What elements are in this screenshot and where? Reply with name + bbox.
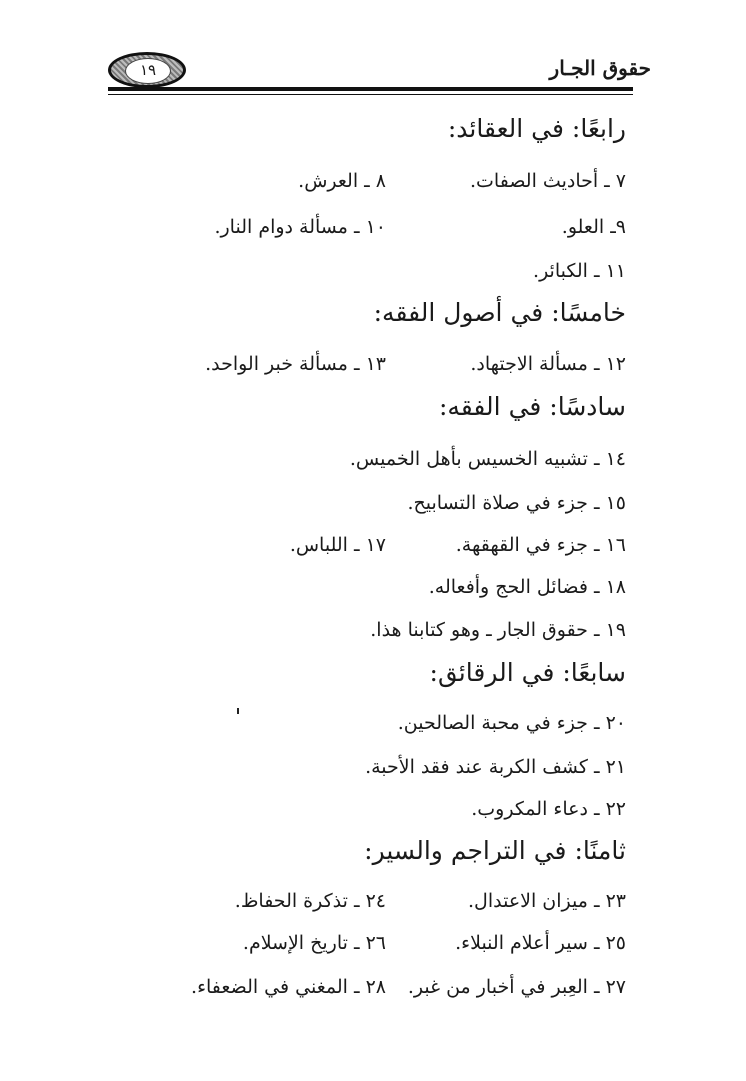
header-rule-thin (108, 94, 633, 95)
list-item: ١٩ ـ حقوق الجار ـ وهو كتابنا هذا. (370, 619, 626, 641)
list-item: ٢٨ ـ المغني في الضعفاء. (191, 976, 386, 998)
list-item: ١٦ ـ جزء في القهقهة. (455, 534, 626, 556)
running-title: حقوق الجـار (549, 56, 651, 80)
list-item: ٩ـ العلو. (561, 216, 626, 238)
list-item: ٢٦ ـ تاريخ الإسلام. (242, 932, 386, 954)
list-item: ١٥ ـ جزء في صلاة التسابيح. (407, 492, 626, 514)
list-item: ٢٥ ـ سير أعلام النبلاء. (455, 932, 626, 954)
list-item: ١٧ ـ اللباس. (289, 534, 386, 556)
section-heading-usul-fiqh: خامسًا: في أصول الفقه: (373, 298, 626, 327)
page-header (0, 0, 746, 100)
page-number: ١٩ (125, 58, 171, 84)
section-heading-fiqh: سادسًا: في الفقه: (438, 392, 626, 421)
list-item: ١٠ ـ مسألة دوام النار. (214, 216, 386, 238)
list-item: ٢٢ ـ دعاء المكروب. (471, 798, 626, 820)
list-item: ١٤ ـ تشبيه الخسيس بأهل الخميس. (349, 448, 626, 470)
section-heading-tarajim: ثامنًا: في التراجم والسير: (364, 836, 626, 865)
list-item: ١٢ ـ مسألة الاجتهاد. (470, 353, 626, 375)
ink-speck (237, 708, 239, 714)
page-number-badge (108, 52, 186, 88)
list-item: ١١ ـ الكبائر. (533, 260, 626, 282)
list-item: ٢٣ ـ ميزان الاعتدال. (467, 890, 626, 912)
list-item: ٧ ـ أحاديث الصفات. (470, 170, 626, 192)
list-item: ٨ ـ العرش. (298, 170, 386, 192)
section-heading-raqaiq: سابعًا: في الرقائق: (429, 658, 626, 687)
list-item: ٢٤ ـ تذكرة الحفاظ. (234, 890, 386, 912)
section-heading-aqaid: رابعًا: في العقائد: (447, 114, 626, 143)
list-item: ٢٧ ـ العِبر في أخبار من غبر. (407, 976, 626, 998)
header-rule-thick (108, 87, 633, 91)
list-item: ٢١ ـ كشف الكربة عند فقد الأحبة. (365, 756, 626, 778)
list-item: ١٨ ـ فضائل الحج وأفعاله. (428, 576, 626, 598)
list-item: ١٣ ـ مسألة خبر الواحد. (205, 353, 386, 375)
list-item: ٢٠ ـ جزء في محبة الصالحين. (397, 712, 626, 734)
